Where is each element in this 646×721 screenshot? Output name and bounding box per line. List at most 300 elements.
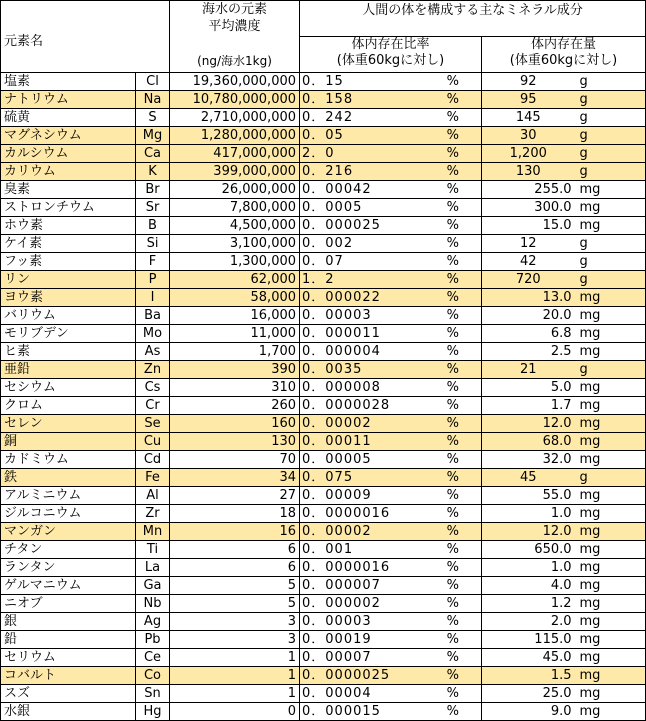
element-name-cell[interactable]: 硫黄 xyxy=(1,109,136,127)
element-name-cell[interactable]: 鉄 xyxy=(1,469,136,487)
body-amount-cell[interactable]: 1.0 xyxy=(482,505,574,523)
element-symbol-cell[interactable]: P xyxy=(136,271,170,289)
seawater-concentration-cell[interactable]: 310 xyxy=(170,379,300,397)
percent-unit-cell[interactable]: % xyxy=(424,469,482,487)
percent-unit-cell[interactable]: % xyxy=(424,577,482,595)
element-symbol-cell[interactable]: Pb xyxy=(136,631,170,649)
ratio-title-1: 体内存在比率 xyxy=(351,37,430,52)
body-ratio-cell[interactable]: 0．216 xyxy=(300,163,424,181)
table-row xyxy=(1,541,646,559)
percent-unit-cell[interactable]: % xyxy=(424,559,482,577)
header-element-name[interactable] xyxy=(1,1,170,73)
body-ratio-cell[interactable]: 0．075 xyxy=(300,469,424,487)
amount-unit-cell[interactable]: mg xyxy=(574,199,646,217)
body-ratio-cell[interactable]: 0．0000028 xyxy=(300,397,424,415)
seawater-concentration-cell[interactable]: 1 xyxy=(170,649,300,667)
percent-unit-cell[interactable]: % xyxy=(424,667,482,685)
table-row xyxy=(1,667,646,685)
body-amount-cell[interactable]: 92 xyxy=(482,73,574,91)
percent-unit-cell[interactable]: % xyxy=(424,541,482,559)
element-name-cell[interactable]: モリブデン xyxy=(1,325,136,343)
body-amount-cell[interactable]: 30 xyxy=(482,127,574,145)
element-name-cell[interactable]: チタン xyxy=(1,541,136,559)
amount-unit-cell[interactable]: mg xyxy=(574,595,646,613)
body-ratio-cell[interactable]: 0．0035 xyxy=(300,361,424,379)
seawater-concentration-cell[interactable]: 5 xyxy=(170,577,300,595)
seawater-concentration-cell[interactable]: 160 xyxy=(170,415,300,433)
element-symbol-cell[interactable]: Sn xyxy=(136,685,170,703)
body-ratio-cell[interactable]: 0．0005 xyxy=(300,199,424,217)
body-ratio-cell[interactable]: 0．00004 xyxy=(300,685,424,703)
seawater-concentration-cell[interactable]: 3,100,000 xyxy=(170,235,300,253)
element-symbol-cell[interactable]: Cr xyxy=(136,397,170,415)
element-symbol-cell[interactable]: Mn xyxy=(136,523,170,541)
seawater-concentration-cell[interactable]: 70 xyxy=(170,451,300,469)
amount-unit-cell[interactable]: g xyxy=(574,271,646,289)
table-row xyxy=(1,613,646,631)
body-amount-cell[interactable]: 12.0 xyxy=(482,523,574,541)
header-amount[interactable] xyxy=(482,37,646,73)
body-amount-cell[interactable]: 1.0 xyxy=(482,559,574,577)
percent-unit-cell[interactable]: % xyxy=(424,163,482,181)
table-row xyxy=(1,397,646,415)
table-row xyxy=(1,91,646,109)
percent-unit-cell[interactable]: % xyxy=(424,199,482,217)
percent-unit-cell[interactable]: % xyxy=(424,685,482,703)
body-amount-cell[interactable]: 1,200 xyxy=(482,145,574,163)
amount-unit-cell[interactable]: mg xyxy=(574,451,646,469)
element-name-cell[interactable]: アルミニウム xyxy=(1,487,136,505)
table-row xyxy=(1,307,646,325)
body-ratio-cell[interactable]: 0．00042 xyxy=(300,181,424,199)
body-amount-cell[interactable]: 2.0 xyxy=(482,613,574,631)
element-symbol-cell[interactable]: Mo xyxy=(136,325,170,343)
body-ratio-cell[interactable]: 0．05 xyxy=(300,127,424,145)
seawater-concentration-cell[interactable]: 417,000,000 xyxy=(170,145,300,163)
amount-unit-cell[interactable]: g xyxy=(574,163,646,181)
body-ratio-cell[interactable]: 0．000015 xyxy=(300,703,424,721)
body-ratio-cell[interactable]: 0．00019 xyxy=(300,631,424,649)
element-name-cell[interactable]: ストロンチウム xyxy=(1,199,136,217)
element-symbol-cell[interactable]: Ti xyxy=(136,541,170,559)
element-symbol-cell[interactable]: I xyxy=(136,289,170,307)
table-row xyxy=(1,343,646,361)
element-symbol-cell[interactable]: Zn xyxy=(136,361,170,379)
element-name-cell[interactable]: セリウム xyxy=(1,649,136,667)
body-amount-cell[interactable]: 45 xyxy=(482,469,574,487)
amount-unit-cell[interactable]: g xyxy=(574,145,646,163)
element-symbol-cell[interactable]: Cl xyxy=(136,73,170,91)
percent-unit-cell[interactable]: % xyxy=(424,703,482,721)
body-ratio-cell[interactable]: 0．158 xyxy=(300,91,424,109)
amount-unit-cell[interactable]: mg xyxy=(574,325,646,343)
body-amount-cell[interactable]: 12.0 xyxy=(482,415,574,433)
element-symbol-cell[interactable]: Co xyxy=(136,667,170,685)
element-symbol-cell[interactable]: F xyxy=(136,253,170,271)
header-seawater[interactable] xyxy=(170,1,300,73)
body-amount-cell[interactable]: 4.0 xyxy=(482,577,574,595)
body-amount-cell[interactable]: 130 xyxy=(482,163,574,181)
seawater-concentration-cell[interactable]: 0 xyxy=(170,703,300,721)
element-name-cell[interactable]: ニオブ xyxy=(1,595,136,613)
element-name-cell[interactable]: カルシウム xyxy=(1,145,136,163)
body-amount-cell[interactable]: 13.0 xyxy=(482,289,574,307)
element-symbol-cell[interactable]: Nb xyxy=(136,595,170,613)
element-name-cell[interactable]: リン xyxy=(1,271,136,289)
percent-unit-cell[interactable]: % xyxy=(424,307,482,325)
body-ratio-cell[interactable]: 0．000011 xyxy=(300,325,424,343)
body-amount-cell[interactable]: 1.5 xyxy=(482,667,574,685)
body-amount-cell[interactable]: 42 xyxy=(482,253,574,271)
percent-unit-cell[interactable]: % xyxy=(424,217,482,235)
element-symbol-cell[interactable]: Cd xyxy=(136,451,170,469)
percent-unit-cell[interactable]: % xyxy=(424,361,482,379)
table-row xyxy=(1,325,646,343)
seawater-concentration-cell[interactable]: 1,700 xyxy=(170,343,300,361)
element-name-cell[interactable]: マグネシウム xyxy=(1,127,136,145)
element-name-cell[interactable]: ナトリウム xyxy=(1,91,136,109)
amount-unit-cell[interactable]: mg xyxy=(574,667,646,685)
table-row xyxy=(1,289,646,307)
element-name-cell[interactable]: スズ xyxy=(1,685,136,703)
body-amount-cell[interactable]: 5.0 xyxy=(482,379,574,397)
seawater-concentration-cell[interactable]: 5 xyxy=(170,595,300,613)
amount-unit-cell[interactable]: mg xyxy=(574,415,646,433)
element-name-cell[interactable]: 銀 xyxy=(1,613,136,631)
element-symbol-cell[interactable]: Ce xyxy=(136,649,170,667)
body-amount-cell[interactable]: 68.0 xyxy=(482,433,574,451)
body-amount-cell[interactable]: 650.0 xyxy=(482,541,574,559)
amount-title-1: 体内存在量 xyxy=(531,37,597,52)
body-amount-cell[interactable]: 255.0 xyxy=(482,181,574,199)
seawater-concentration-cell[interactable]: 18 xyxy=(170,505,300,523)
table-row xyxy=(1,73,646,91)
seawater-concentration-cell[interactable]: 3 xyxy=(170,631,300,649)
element-name-cell[interactable]: セシウム xyxy=(1,379,136,397)
element-name-cell[interactable]: カドミウム xyxy=(1,451,136,469)
body-ratio-cell[interactable]: 0．00002 xyxy=(300,415,424,433)
body-ratio-cell[interactable]: 0．00007 xyxy=(300,649,424,667)
table-row xyxy=(1,559,646,577)
element-symbol-cell[interactable]: Ba xyxy=(136,307,170,325)
body-ratio-cell[interactable]: 0．0000016 xyxy=(300,505,424,523)
element-name-cell[interactable]: 水銀 xyxy=(1,703,136,721)
element-name-cell[interactable]: ジルコニウム xyxy=(1,505,136,523)
seawater-concentration-cell[interactable]: 19,360,000,000 xyxy=(170,73,300,91)
body-ratio-cell[interactable]: 0．07 xyxy=(300,253,424,271)
element-name-cell[interactable]: 亜鉛 xyxy=(1,361,136,379)
amount-unit-cell[interactable]: mg xyxy=(574,217,646,235)
body-ratio-cell[interactable]: 1．2 xyxy=(300,271,424,289)
amount-unit-cell[interactable]: mg xyxy=(574,559,646,577)
body-ratio-cell[interactable]: 0．000022 xyxy=(300,289,424,307)
body-amount-cell[interactable]: 25.0 xyxy=(482,685,574,703)
seawater-concentration-cell[interactable]: 6 xyxy=(170,559,300,577)
seawater-unit: (ng/海水1kg) xyxy=(197,54,272,68)
element-symbol-cell[interactable]: Fe xyxy=(136,469,170,487)
table-row xyxy=(1,271,646,289)
element-symbol-cell[interactable]: Si xyxy=(136,235,170,253)
body-ratio-cell[interactable]: 0．0000025 xyxy=(300,667,424,685)
element-symbol-cell[interactable]: Se xyxy=(136,415,170,433)
seawater-concentration-cell[interactable]: 260 xyxy=(170,397,300,415)
element-symbol-cell[interactable]: Ga xyxy=(136,577,170,595)
percent-unit-cell[interactable]: % xyxy=(424,451,482,469)
table-row xyxy=(1,595,646,613)
body-ratio-cell[interactable]: 0．15 xyxy=(300,73,424,91)
body-ratio-cell[interactable]: 0．000004 xyxy=(300,343,424,361)
element-name-cell[interactable]: ヒ素 xyxy=(1,343,136,361)
seawater-concentration-cell[interactable]: 16,000 xyxy=(170,307,300,325)
amount-unit-cell[interactable]: mg xyxy=(574,577,646,595)
amount-unit-cell[interactable]: g xyxy=(574,235,646,253)
seawater-concentration-cell[interactable]: 7,800,000 xyxy=(170,199,300,217)
body-ratio-cell[interactable]: 0．000025 xyxy=(300,217,424,235)
body-amount-cell[interactable]: 1.7 xyxy=(482,397,574,415)
amount-unit-cell[interactable]: mg xyxy=(574,541,646,559)
element-symbol-cell[interactable]: Cu xyxy=(136,433,170,451)
percent-unit-cell[interactable]: % xyxy=(424,595,482,613)
table-row xyxy=(1,523,646,541)
percent-unit-cell[interactable]: % xyxy=(424,487,482,505)
body-amount-cell[interactable]: 300.0 xyxy=(482,199,574,217)
table-row xyxy=(1,577,646,595)
table-row xyxy=(1,649,646,667)
element-name-cell[interactable]: 鉛 xyxy=(1,631,136,649)
percent-unit-cell[interactable]: % xyxy=(424,181,482,199)
amount-unit-cell[interactable]: mg xyxy=(574,307,646,325)
table-row xyxy=(1,235,646,253)
amount-unit-cell[interactable]: mg xyxy=(574,379,646,397)
seawater-concentration-cell[interactable]: 62,000 xyxy=(170,271,300,289)
table-row xyxy=(1,127,646,145)
body-amount-cell[interactable]: 45.0 xyxy=(482,649,574,667)
element-symbol-cell[interactable]: Cs xyxy=(136,379,170,397)
percent-unit-cell[interactable]: % xyxy=(424,109,482,127)
element-name-cell[interactable]: ヨウ素 xyxy=(1,289,136,307)
table-row xyxy=(1,685,646,703)
seawater-concentration-cell[interactable]: 11,000 xyxy=(170,325,300,343)
percent-unit-cell[interactable]: % xyxy=(424,505,482,523)
amount-unit-cell[interactable]: mg xyxy=(574,433,646,451)
body-amount-cell[interactable]: 115.0 xyxy=(482,631,574,649)
body-amount-cell[interactable]: 20.0 xyxy=(482,307,574,325)
element-name-cell[interactable]: ランタン xyxy=(1,559,136,577)
body-ratio-cell[interactable]: 0．000008 xyxy=(300,379,424,397)
percent-unit-cell[interactable]: % xyxy=(424,649,482,667)
table-row xyxy=(1,253,646,271)
element-symbol-cell[interactable]: B xyxy=(136,217,170,235)
element-symbol-cell[interactable]: Na xyxy=(136,91,170,109)
percent-unit-cell[interactable]: % xyxy=(424,91,482,109)
amount-unit-cell[interactable]: g xyxy=(574,91,646,109)
element-name-cell[interactable]: ゲルマニウム xyxy=(1,577,136,595)
element-symbol-cell[interactable]: K xyxy=(136,163,170,181)
body-ratio-cell[interactable]: 0．000002 xyxy=(300,595,424,613)
percent-unit-cell[interactable]: % xyxy=(424,523,482,541)
percent-unit-cell[interactable]: % xyxy=(424,613,482,631)
table-row xyxy=(1,145,646,163)
seawater-concentration-cell[interactable]: 3 xyxy=(170,613,300,631)
element-symbol-cell[interactable]: As xyxy=(136,343,170,361)
body-ratio-cell[interactable]: 0．242 xyxy=(300,109,424,127)
table-row xyxy=(1,199,646,217)
seawater-concentration-cell[interactable]: 4,500,000 xyxy=(170,217,300,235)
amount-unit-cell[interactable]: g xyxy=(574,469,646,487)
seawater-concentration-cell[interactable]: 10,780,000,000 xyxy=(170,91,300,109)
body-ratio-cell[interactable]: 0．002 xyxy=(300,235,424,253)
table-row xyxy=(1,631,646,649)
amount-unit-cell[interactable]: mg xyxy=(574,631,646,649)
table-row xyxy=(1,361,646,379)
element-name-cell[interactable]: ホウ素 xyxy=(1,217,136,235)
seawater-concentration-cell[interactable]: 2,710,000,000 xyxy=(170,109,300,127)
amount-unit-cell[interactable]: g xyxy=(574,109,646,127)
element-symbol-cell[interactable]: S xyxy=(136,109,170,127)
amount-unit-cell[interactable]: mg xyxy=(574,505,646,523)
body-ratio-cell[interactable]: 0．00011 xyxy=(300,433,424,451)
seawater-concentration-cell[interactable]: 1 xyxy=(170,667,300,685)
element-name-cell[interactable]: フッ素 xyxy=(1,253,136,271)
element-name-cell[interactable]: マンガン xyxy=(1,523,136,541)
element-symbol-cell[interactable]: La xyxy=(136,559,170,577)
body-amount-cell[interactable]: 21 xyxy=(482,361,574,379)
element-symbol-cell[interactable]: Mg xyxy=(136,127,170,145)
body-ratio-cell[interactable]: 2．0 xyxy=(300,145,424,163)
human-title: 人間の体を構成する主なミネラル成分 xyxy=(362,3,583,18)
element-name-cell[interactable]: セレン xyxy=(1,415,136,433)
seawater-concentration-cell[interactable]: 6 xyxy=(170,541,300,559)
table-row xyxy=(1,505,646,523)
element-symbol-cell[interactable]: Zr xyxy=(136,505,170,523)
element-name-cell[interactable]: 臭素 xyxy=(1,181,136,199)
header-human[interactable] xyxy=(300,1,646,37)
percent-unit-cell[interactable]: % xyxy=(424,631,482,649)
seawater-title-2: 平均濃度 xyxy=(208,19,261,34)
element-name-cell[interactable]: 塩素 xyxy=(1,73,136,91)
amount-unit-cell[interactable]: mg xyxy=(574,487,646,505)
body-ratio-cell[interactable]: 0．00003 xyxy=(300,613,424,631)
seawater-concentration-cell[interactable]: 390 xyxy=(170,361,300,379)
percent-unit-cell[interactable]: % xyxy=(424,397,482,415)
body-ratio-cell[interactable]: 0．0000016 xyxy=(300,559,424,577)
element-name-cell[interactable]: ケイ素 xyxy=(1,235,136,253)
table-row xyxy=(1,109,646,127)
table-row xyxy=(1,181,646,199)
amount-unit-cell[interactable]: g xyxy=(574,127,646,145)
element-name-cell[interactable]: コバルト xyxy=(1,667,136,685)
amount-unit-cell[interactable]: mg xyxy=(574,685,646,703)
table-row xyxy=(1,433,646,451)
seawater-concentration-cell[interactable]: 1,300,000 xyxy=(170,253,300,271)
percent-unit-cell[interactable]: % xyxy=(424,271,482,289)
amount-unit-cell[interactable]: mg xyxy=(574,289,646,307)
body-ratio-cell[interactable]: 0．00003 xyxy=(300,307,424,325)
body-ratio-cell[interactable]: 0．00002 xyxy=(300,523,424,541)
percent-unit-cell[interactable]: % xyxy=(424,235,482,253)
seawater-concentration-cell[interactable]: 399,000,000 xyxy=(170,163,300,181)
element-symbol-cell[interactable]: Br xyxy=(136,181,170,199)
body-amount-cell[interactable]: 145 xyxy=(482,109,574,127)
amount-unit-cell[interactable]: mg xyxy=(574,523,646,541)
body-ratio-cell[interactable]: 0．000007 xyxy=(300,577,424,595)
seawater-concentration-cell[interactable]: 26,000,000 xyxy=(170,181,300,199)
ratio-title-2: (体重60kgに対し) xyxy=(336,53,445,68)
table-row xyxy=(1,415,646,433)
table-row xyxy=(1,217,646,235)
body-amount-cell[interactable]: 6.8 xyxy=(482,325,574,343)
percent-unit-cell[interactable]: % xyxy=(424,433,482,451)
amount-unit-cell[interactable]: mg xyxy=(574,613,646,631)
element-symbol-cell[interactable]: Al xyxy=(136,487,170,505)
percent-unit-cell[interactable]: % xyxy=(424,343,482,361)
body-amount-cell[interactable]: 32.0 xyxy=(482,451,574,469)
percent-unit-cell[interactable]: % xyxy=(424,415,482,433)
seawater-concentration-cell[interactable]: 130 xyxy=(170,433,300,451)
header-ratio[interactable] xyxy=(300,37,482,73)
element-name-cell[interactable]: 銅 xyxy=(1,433,136,451)
body-ratio-cell[interactable]: 0．00009 xyxy=(300,487,424,505)
amount-unit-cell[interactable]: g xyxy=(574,253,646,271)
amount-unit-cell[interactable]: mg xyxy=(574,343,646,361)
element-name-cell[interactable]: クロム xyxy=(1,397,136,415)
amount-unit-cell[interactable]: mg xyxy=(574,649,646,667)
percent-unit-cell[interactable]: % xyxy=(424,127,482,145)
body-amount-cell[interactable]: 9.0 xyxy=(482,703,574,721)
body-amount-cell[interactable]: 95 xyxy=(482,91,574,109)
seawater-concentration-cell[interactable]: 34 xyxy=(170,469,300,487)
percent-unit-cell[interactable]: % xyxy=(424,379,482,397)
seawater-concentration-cell[interactable]: 58,000 xyxy=(170,289,300,307)
percent-unit-cell[interactable]: % xyxy=(424,253,482,271)
body-amount-cell[interactable]: 12 xyxy=(482,235,574,253)
body-ratio-cell[interactable]: 0．001 xyxy=(300,541,424,559)
body-ratio-cell[interactable]: 0．00005 xyxy=(300,451,424,469)
table-row xyxy=(1,451,646,469)
seawater-title-1: 海水の元素 xyxy=(202,2,268,17)
body-amount-cell[interactable]: 2.5 xyxy=(482,343,574,361)
element-name-cell[interactable]: バリウム xyxy=(1,307,136,325)
body-amount-cell[interactable]: 55.0 xyxy=(482,487,574,505)
element-symbol-cell[interactable]: Ca xyxy=(136,145,170,163)
amount-unit-cell[interactable]: g xyxy=(574,73,646,91)
percent-unit-cell[interactable]: % xyxy=(424,325,482,343)
element-symbol-cell[interactable]: Ag xyxy=(136,613,170,631)
amount-title-2: (体重60kgに対し) xyxy=(509,53,618,68)
element-name-label: 元素名 xyxy=(4,34,44,49)
percent-unit-cell[interactable]: % xyxy=(424,289,482,307)
body-amount-cell[interactable]: 1.2 xyxy=(482,595,574,613)
seawater-concentration-cell[interactable]: 16 xyxy=(170,523,300,541)
percent-unit-cell[interactable]: % xyxy=(424,145,482,163)
amount-unit-cell[interactable]: g xyxy=(574,361,646,379)
percent-unit-cell[interactable]: % xyxy=(424,73,482,91)
amount-unit-cell[interactable]: mg xyxy=(574,703,646,721)
amount-unit-cell[interactable]: mg xyxy=(574,397,646,415)
body-amount-cell[interactable]: 720 xyxy=(482,271,574,289)
table-row xyxy=(1,487,646,505)
table-row xyxy=(1,163,646,181)
seawater-concentration-cell[interactable]: 1,280,000,000 xyxy=(170,127,300,145)
body-amount-cell[interactable]: 15.0 xyxy=(482,217,574,235)
element-symbol-cell[interactable]: Sr xyxy=(136,199,170,217)
amount-unit-cell[interactable]: mg xyxy=(574,181,646,199)
seawater-concentration-cell[interactable]: 1 xyxy=(170,685,300,703)
seawater-concentration-cell[interactable]: 27 xyxy=(170,487,300,505)
element-name-cell[interactable]: カリウム xyxy=(1,163,136,181)
element-symbol-cell[interactable]: Hg xyxy=(136,703,170,721)
table-row xyxy=(1,379,646,397)
